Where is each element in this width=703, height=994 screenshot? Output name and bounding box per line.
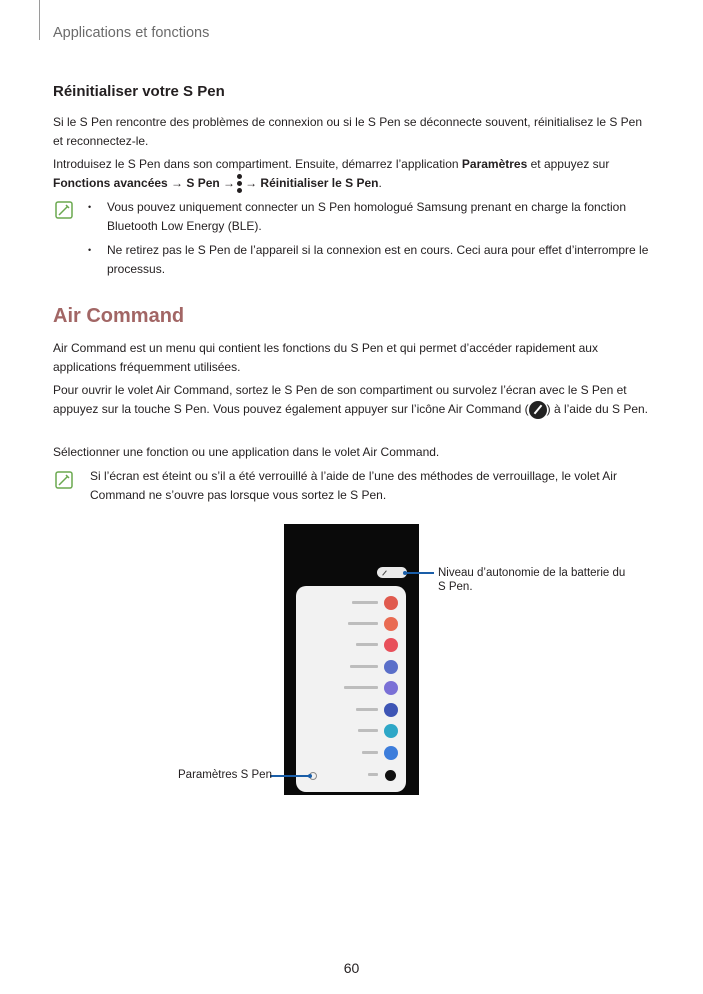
section-header: Applications et fonctions [53,25,210,41]
air-command-paragraph-1: Air Command est un menu qui contient les fonctions du S Pen et qui permet d’accéder rapidement aux applications fréquemment utilisées. [53,341,598,374]
panel-item-label [350,665,378,668]
callout-line [405,572,434,574]
callout-settings: Paramètres S Pen [178,769,272,781]
app-icon [384,617,398,631]
panel-item-label [362,751,378,754]
note-icon [55,471,73,489]
page-number: 60 [343,960,360,976]
app-icon [384,681,398,695]
add-icon [385,770,396,781]
app-icon [384,660,398,674]
more-options-icon [237,174,243,194]
header-rule [39,0,40,40]
panel-item-label [352,601,378,604]
app-icon [384,724,398,738]
callout-dot [308,774,312,778]
panel-item-label [356,643,378,646]
app-icon [384,596,398,610]
air-command-paragraph-3: Sélectionner une fonction ou une application dans le volet Air Command. [53,445,440,459]
panel-item-label [348,622,378,625]
app-icon [384,638,398,652]
air-command-icon [529,401,547,419]
air-command-heading: Air Command [53,305,185,327]
panel-item-label [368,773,378,776]
panel-item-label [344,686,378,689]
app-icon [384,746,398,760]
air-command-paragraph-2: Pour ouvrir le volet Air Command, sortez le S Pen de son compartiment ou survolez l’écran avec le S Pen et appuyez sur la touche S Pen. Vous pouvez également appuyer sur l’icône Air Command ( ) à l’aide du S Pen. [53,381,648,419]
note-icon [55,201,73,219]
app-icon [384,703,398,717]
callout-dot [403,571,407,575]
panel-item-label [356,708,378,711]
air-command-note: Si l’écran est éteint ou s’il a été verrouillé à l’aide de l’une des méthodes de verrouillage, le volet Air Command ne s’ouvre pas lorsque vous sortez le S Pen. [90,469,617,502]
reset-paragraph-2: Introduisez le S Pen dans son compartiment. Ensuite, démarrez l’application Paramètres et appuyez sur Fonctions avancées → S Pen → → Réinitialiser le S Pen. [53,155,648,194]
panel-item-label [358,729,378,732]
reset-paragraph-1: Si le S Pen rencontre des problèmes de connexion ou si le S Pen se déconnecte souvent, réinitialisez le S Pen et reconnectez-le. [53,115,643,148]
callout-battery: Niveau d’autonomie de la batterie du S Pen. [438,567,626,593]
note-item-2: • Ne retirez pas le S Pen de l’appareil si la connexion est en cours. Ceci aura pour effet d’interrompre le processus. [88,241,653,279]
air-command-panel [296,586,406,792]
callout-line [270,775,310,777]
air-command-screenshot [284,524,419,795]
reset-heading: Réinitialiser votre S Pen [53,83,225,100]
note-item-1: • Vous pouvez uniquement connecter un S Pen homologué Samsung prenant en charge la fonction Bluetooth Low Energy (BLE). [88,198,653,236]
